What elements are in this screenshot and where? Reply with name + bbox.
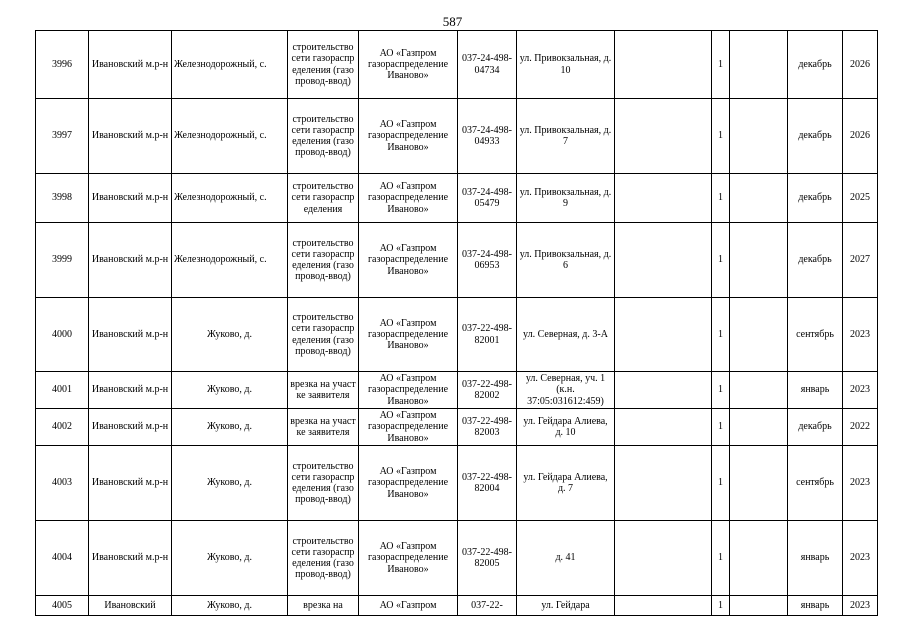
district-cell: Ивановский м.р-н <box>89 298 172 372</box>
empty-cell <box>615 174 712 223</box>
work-type-cell: строительство сети газораспределения (газопровод-ввод) <box>288 521 359 596</box>
table-row <box>36 223 878 298</box>
count-cell: 1 <box>712 223 730 298</box>
code-cell: 037-22-498-82001 <box>458 298 517 372</box>
work-type-cell: строительство сети газораспределения (газопровод-ввод) <box>288 31 359 99</box>
settlement-cell: Жуково, д. <box>172 446 288 521</box>
empty-cell <box>730 409 788 446</box>
district-cell: Ивановский м.р-н <box>89 372 172 409</box>
district-cell: Ивановский м.р-н <box>89 174 172 223</box>
row-number: 3998 <box>36 174 89 223</box>
year-cell: 2026 <box>843 31 878 99</box>
empty-cell <box>730 372 788 409</box>
code-cell: 037-24-498-05479 <box>458 174 517 223</box>
settlement-cell: Железнодорожный, с. <box>172 99 288 174</box>
empty-cell <box>730 596 788 616</box>
count-cell: 1 <box>712 31 730 99</box>
empty-cell <box>730 298 788 372</box>
address-cell: ул. Северная, д. 3-А <box>517 298 615 372</box>
empty-cell <box>615 409 712 446</box>
settlement-cell: Железнодорожный, с. <box>172 174 288 223</box>
table-row <box>36 521 878 596</box>
table-row <box>36 596 878 616</box>
table-row <box>36 298 878 372</box>
work-type-cell: строительство сети газораспределения <box>288 174 359 223</box>
address-cell: ул. Гейдара Алиева, д. 10 <box>517 409 615 446</box>
district-cell: Ивановский <box>89 596 172 616</box>
empty-cell <box>615 596 712 616</box>
district-cell: Ивановский м.р-н <box>89 409 172 446</box>
address-cell: ул. Привокзальная, д. 10 <box>517 31 615 99</box>
month-cell: декабрь <box>788 31 843 99</box>
row-number: 4005 <box>36 596 89 616</box>
district-cell: Ивановский м.р-н <box>89 446 172 521</box>
row-number: 4000 <box>36 298 89 372</box>
month-cell: январь <box>788 596 843 616</box>
count-cell: 1 <box>712 99 730 174</box>
count-cell: 1 <box>712 446 730 521</box>
district-cell: Ивановский м.р-н <box>89 223 172 298</box>
organization-cell: АО «Газпром газораспределение Иваново» <box>359 223 458 298</box>
table-row <box>36 372 878 409</box>
row-number: 4004 <box>36 521 89 596</box>
address-cell: ул. Гейдара Алиева, д. 7 <box>517 446 615 521</box>
table-row <box>36 446 878 521</box>
settlement-cell: Железнодорожный, с. <box>172 31 288 99</box>
count-cell: 1 <box>712 521 730 596</box>
month-cell: январь <box>788 521 843 596</box>
row-number: 4002 <box>36 409 89 446</box>
month-cell: сентябрь <box>788 298 843 372</box>
month-cell: декабрь <box>788 409 843 446</box>
address-cell: ул. Привокзальная, д. 7 <box>517 99 615 174</box>
row-number: 3997 <box>36 99 89 174</box>
work-type-cell: строительство сети газораспределения (газопровод-ввод) <box>288 446 359 521</box>
empty-cell <box>730 174 788 223</box>
empty-cell <box>730 31 788 99</box>
settlement-cell: Жуково, д. <box>172 298 288 372</box>
row-number: 4001 <box>36 372 89 409</box>
work-type-cell: строительство сети газораспределения (газопровод-ввод) <box>288 298 359 372</box>
code-cell: 037-22-498-82002 <box>458 372 517 409</box>
code-cell: 037-22- <box>458 596 517 616</box>
empty-cell <box>730 521 788 596</box>
year-cell: 2027 <box>843 223 878 298</box>
empty-cell <box>615 372 712 409</box>
organization-cell: АО «Газпром газораспределение Иваново» <box>359 446 458 521</box>
organization-cell: АО «Газпром газораспределение Иваново» <box>359 174 458 223</box>
address-cell: д. 41 <box>517 521 615 596</box>
organization-cell: АО «Газпром газораспределение Иваново» <box>359 31 458 99</box>
empty-cell <box>730 99 788 174</box>
work-type-cell: врезка на <box>288 596 359 616</box>
organization-cell: АО «Газпром <box>359 596 458 616</box>
empty-cell <box>615 521 712 596</box>
empty-cell <box>615 223 712 298</box>
month-cell: декабрь <box>788 99 843 174</box>
month-cell: декабрь <box>788 223 843 298</box>
year-cell: 2025 <box>843 174 878 223</box>
settlement-cell: Жуково, д. <box>172 521 288 596</box>
work-type-cell: строительство сети газораспределения (газопровод-ввод) <box>288 99 359 174</box>
row-number: 3996 <box>36 31 89 99</box>
table-row <box>36 99 878 174</box>
settlement-cell: Жуково, д. <box>172 409 288 446</box>
district-cell: Ивановский м.р-н <box>89 99 172 174</box>
code-cell: 037-22-498-82005 <box>458 521 517 596</box>
empty-cell <box>615 298 712 372</box>
count-cell: 1 <box>712 372 730 409</box>
row-number: 3999 <box>36 223 89 298</box>
organization-cell: АО «Газпром газораспределение Иваново» <box>359 298 458 372</box>
settlement-cell: Железнодорожный, с. <box>172 223 288 298</box>
address-cell: ул. Привокзальная, д. 6 <box>517 223 615 298</box>
organization-cell: АО «Газпром газораспределение Иваново» <box>359 409 458 446</box>
district-cell: Ивановский м.р-н <box>89 521 172 596</box>
count-cell: 1 <box>712 298 730 372</box>
year-cell: 2023 <box>843 446 878 521</box>
code-cell: 037-22-498-82003 <box>458 409 517 446</box>
code-cell: 037-22-498-82004 <box>458 446 517 521</box>
year-cell: 2026 <box>843 99 878 174</box>
organization-cell: АО «Газпром газораспределение Иваново» <box>359 99 458 174</box>
empty-cell <box>615 446 712 521</box>
empty-cell <box>730 446 788 521</box>
settlement-cell: Жуково, д. <box>172 596 288 616</box>
table-row <box>36 409 878 446</box>
code-cell: 037-24-498-04734 <box>458 31 517 99</box>
table-row <box>36 31 878 99</box>
row-number: 4003 <box>36 446 89 521</box>
month-cell: январь <box>788 372 843 409</box>
registry-table <box>35 30 878 616</box>
organization-cell: АО «Газпром газораспределение Иваново» <box>359 521 458 596</box>
year-cell: 2023 <box>843 298 878 372</box>
address-cell: ул. Северная, уч. 1 (к.н. 37:05:031612:459) <box>517 372 615 409</box>
year-cell: 2023 <box>843 596 878 616</box>
organization-cell: АО «Газпром газораспределение Иваново» <box>359 372 458 409</box>
address-cell: ул. Гейдара <box>517 596 615 616</box>
settlement-cell: Жуково, д. <box>172 372 288 409</box>
empty-cell <box>730 223 788 298</box>
work-type-cell: врезка на участке заявителя <box>288 372 359 409</box>
month-cell: сентябрь <box>788 446 843 521</box>
year-cell: 2023 <box>843 372 878 409</box>
empty-cell <box>615 99 712 174</box>
work-type-cell: врезка на участке заявителя <box>288 409 359 446</box>
month-cell: декабрь <box>788 174 843 223</box>
year-cell: 2023 <box>843 521 878 596</box>
page-number: 587 <box>442 14 463 29</box>
count-cell: 1 <box>712 174 730 223</box>
code-cell: 037-24-498-06953 <box>458 223 517 298</box>
count-cell: 1 <box>712 409 730 446</box>
work-type-cell: строительство сети газораспределения (газопровод-ввод) <box>288 223 359 298</box>
table-row <box>36 174 878 223</box>
address-cell: ул. Привокзальная, д. 9 <box>517 174 615 223</box>
year-cell: 2022 <box>843 409 878 446</box>
count-cell: 1 <box>712 596 730 616</box>
empty-cell <box>615 31 712 99</box>
district-cell: Ивановский м.р-н <box>89 31 172 99</box>
code-cell: 037-24-498-04933 <box>458 99 517 174</box>
